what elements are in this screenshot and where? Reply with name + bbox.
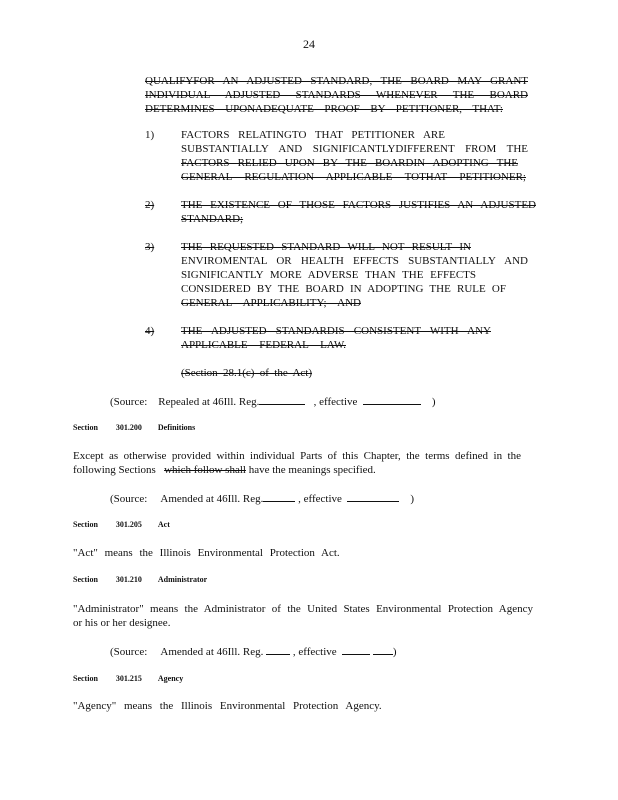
item-line: THE EXISTENCE OF THOSE FACTORS JUSTIFIES AN ADJUSTED: [181, 199, 536, 211]
item-line: THE REQUESTED STANDARD WILL NOT RESULT IN: [181, 241, 471, 253]
item-number: 4): [145, 325, 155, 337]
blank-field: [263, 491, 295, 502]
definitions-para-line: following Sections which follow shall have the meanings specified.: [73, 464, 376, 476]
item-number: 2): [145, 199, 155, 211]
source-note: (Source: Repealed at 46Ill. Reg. , effective ): [110, 396, 436, 408]
item-line: ENVIROMENTAL OR HEALTH EFFECTS SUBSTANTIALLY AND: [181, 255, 528, 267]
act-citation: (Section 28.1(c) of the Act): [181, 367, 312, 379]
source-note: (Source: Amended at 46Ill. Reg. , effective ): [110, 493, 415, 505]
item-line: APPLICABLE FEDERAL LAW.: [181, 339, 346, 351]
administrator-definition-line: or his or her designee.: [73, 617, 171, 629]
page-number: 24: [303, 37, 315, 51]
item-line: FACTORS RELIED UPON BY THE BOARDIN ADOPTING THE: [181, 157, 518, 169]
item-line: STANDARD;: [181, 213, 244, 225]
blank-field: [266, 644, 290, 655]
blank-field: [363, 394, 421, 405]
agency-definition: "Agency" means the Illinois Environmental Protection Agency.: [73, 700, 382, 712]
item-line: CONSIDERED BY THE BOARD IN ADOPTING THE RULE OF: [181, 283, 506, 295]
section-heading: Section 301.210 Administrator: [73, 575, 208, 584]
definitions-para-line: Except as otherwise provided within individual Parts of this Chapter, the terms defined in the: [73, 450, 521, 462]
intro-line: INDIVIDUAL ADJUSTED STANDARDS WHENEVER THE BOARD: [145, 89, 528, 101]
blank-field: [259, 394, 305, 405]
intro-line: DETERMINES UPONADEQUATE PROOF BY PETITIONER, THAT:: [145, 103, 503, 115]
administrator-definition-line: "Administrator" means the Administrator of the United States Environmental Protection Agency: [73, 603, 533, 615]
item-line: GENERAL REGULATION APPLICABLE TOTHAT PETITIONER;: [181, 171, 526, 183]
section-heading: Section 301.215 Agency: [73, 674, 184, 683]
blank-field: [373, 644, 393, 655]
act-definition: "Act" means the Illinois Environmental Protection Act.: [73, 547, 340, 559]
item-line: SUBSTANTIALLY AND SIGNIFICANTLYDIFFERENT FROM THE: [181, 143, 528, 155]
section-heading: Section 301.200 Definitions: [73, 423, 196, 432]
blank-field: [342, 644, 370, 655]
item-line: SIGNIFICANTLY MORE ADVERSE THAN THE EFFECTS: [181, 269, 476, 281]
section-heading: Section 301.205 Act: [73, 520, 170, 529]
blank-field: [347, 491, 399, 502]
source-note: (Source: Amended at 46Ill. Reg. , effective ): [110, 646, 397, 658]
item-line: THE ADJUSTED STANDARDIS CONSISTENT WITH ANY: [181, 325, 491, 337]
item-number: 1): [145, 129, 155, 141]
intro-line: QUALIFYFOR AN ADJUSTED STANDARD, THE BOARD MAY GRANT: [145, 75, 528, 87]
item-line: FACTORS RELATINGTO THAT PETITIONER ARE: [181, 129, 445, 141]
item-line: GENERAL APPLICABILITY; AND: [181, 297, 361, 309]
item-number: 3): [145, 241, 155, 253]
